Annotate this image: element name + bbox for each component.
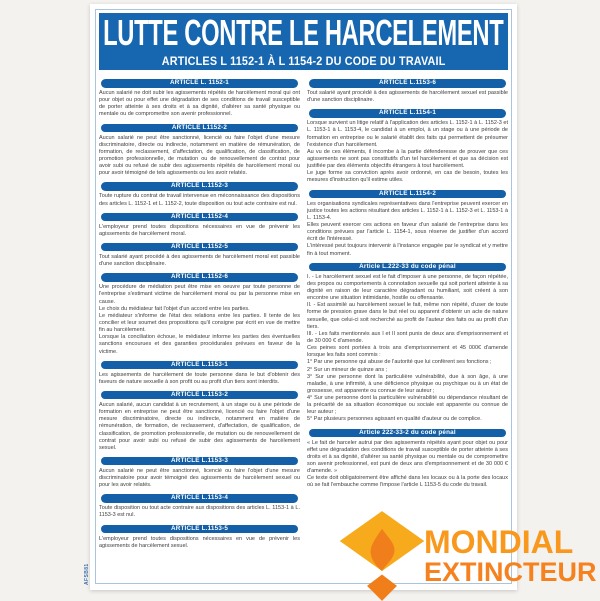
article-body bbox=[99, 402, 300, 452]
article-section-l1153-6 bbox=[307, 79, 508, 104]
article-body bbox=[307, 440, 508, 490]
article-paragraph: Les agissements de harcèlement de toute personne dans le but d'obtenir des faveurs de nature sexuelle à son profit ou au profit d'un tiers sont interdits. bbox=[99, 371, 300, 385]
article-paragraph: Ces peines sont portées à trois ans d'emprisonnement et 45 000€ d'amende lorsque les faits sont commis : bbox=[307, 345, 508, 359]
article-header: ARTICLE L.1153-4 bbox=[101, 494, 298, 503]
article-section-l1153-4 bbox=[99, 494, 300, 519]
article-paragraph: Toute rupture du contrat de travail intervenue en méconnaissance des dispositions des articles L. 1152-1 et L. 1152-2, toute disposition ou tout acte contraire est nul. bbox=[99, 193, 300, 207]
article-section-222-33-2 bbox=[307, 429, 508, 490]
article-paragraph: Une procédure de médiation peut être mise en oeuvre par toute personne de l'entreprise s'estimant victime de harcèlement moral ou par la personne mise en cause. bbox=[99, 284, 300, 305]
article-header: Article 222-33-2 du code pénal bbox=[309, 429, 506, 438]
article-header: ARTICLE L.1152-6 bbox=[101, 273, 298, 282]
article-body bbox=[307, 201, 508, 258]
article-paragraph: Ce texte doit obligatoirement être affiché dans les locaux ou à la porte des locaux où se fait l'embauche comme l'impose l'article L 1153-5 du code du travail. bbox=[307, 475, 508, 489]
article-header: ARTICLE L.1153-2 bbox=[101, 391, 298, 400]
article-body bbox=[307, 120, 508, 184]
article-header: ARTICLE L. 1152-1 bbox=[101, 79, 298, 88]
article-paragraph: Le médiateur s'informe de l'état des relations entre les parties. Il tente de les concilier et leur soumet des propositions qu'il consigne par écrit en vue de mettre fin au harcèlement. bbox=[99, 312, 300, 334]
article-paragraph: Aucun salarié ne peut être sanctionné, licencié ou faire l'objet d'une mesure discriminatoire, directe ou indirecte, notamment en matière de rémunération, de formation, de reclassement, d'affectation, de qualification, de classification, de promotion professionnelle, de mutation ou de renouvellement de contrat pour avoir subi ou refusé de subir des agissements répétés de harcèlement moral ou pour avoir témoigné de tels agissements ou les avoir relatés. bbox=[99, 134, 300, 177]
flame-icon bbox=[338, 511, 426, 601]
logo-line1: MONDIAL bbox=[424, 527, 574, 560]
article-body bbox=[99, 254, 300, 268]
article-paragraph: Le choix du médiateur fait l'objet d'un accord entre les parties. bbox=[99, 305, 250, 312]
article-section-222-33 bbox=[307, 263, 508, 424]
article-section-l1152-4 bbox=[99, 213, 300, 238]
article-header: ARTICLE L.1154-2 bbox=[309, 190, 506, 199]
article-section-l1153-3 bbox=[99, 457, 300, 489]
article-section-l1152-2 bbox=[99, 124, 300, 178]
article-header: ARTICLE L.1152-3 bbox=[101, 182, 298, 191]
article-paragraph: 1° Par une personne qui abuse de l'autorité que lui confèrent ses fonctions ; bbox=[307, 359, 492, 366]
article-body bbox=[99, 536, 300, 550]
article-body bbox=[307, 90, 508, 104]
article-header: ARTICLE L.1153-1 bbox=[101, 361, 298, 370]
article-header: ARTICLE L.1153-6 bbox=[309, 79, 506, 88]
article-paragraph: Toute disposition ou tout acte contraire aux dispositions des articles L. 1153-1 à L. 1153-3 est nul. bbox=[99, 505, 300, 519]
article-header: ARTICLE L.1152-4 bbox=[101, 213, 298, 222]
article-paragraph: Elles peuvent exercer ces actions en faveur d'un salarié de l'entreprise dans les conditions prévues par l'article L. 1154-1, sous réserve de justifier d'un accord écrit de l'intéressé. bbox=[307, 221, 508, 243]
article-header: ARTICLE L1152-2 bbox=[101, 124, 298, 133]
article-paragraph: II. - Est assimilé au harcèlement sexuel le fait, même non répété, d'user de toute forme de pression grave dans le but réel ou apparent d'obtenir un acte de nature sexuelle, que celui-ci soit recherché au profit de l'auteur des faits ou au profit d'un tiers. bbox=[307, 302, 508, 330]
article-body bbox=[99, 135, 300, 178]
article-body bbox=[99, 224, 300, 238]
article-paragraph: Aucun salarié ne doit subir les agissements répétés de harcèlement moral qui ont pour objet ou pour effet une dégradation de ses conditions de travail susceptible de porter atteinte à ses droits et à sa dignité, d'altérer sa santé physique ou mentale ou de compromettre son avenir professionnel. bbox=[99, 90, 300, 118]
article-paragraph: Aucun salarié, aucun candidat à un recrutement, à un stage ou à une période de formation en entreprise ne peut être sanctionné, licencié ou faire l'objet d'une mesure discriminatoire, directe ou indirecte, notamment en matière de rémunération, de formation, de reclassement, d'affectation, de qualification, de classification, de promotion professionnelle, de mutation ou de renouvellement de contrat pour avoir subi ou refusé de subir des agissements de harcèlement sexuel. bbox=[99, 401, 300, 451]
article-section-l1152-3 bbox=[99, 182, 300, 207]
article-header: ARTICLE L.1153-3 bbox=[101, 457, 298, 466]
article-section-l1152-1 bbox=[99, 79, 300, 119]
article-paragraph: Les organisations syndicales représentatives dans l'entreprise peuvent exercer en justice toutes les actions résultant des articles L. 1152-1 à L. 1152-3 et L. 1153-1 à L. 1153-4. bbox=[307, 200, 508, 221]
article-section-l1153-5 bbox=[99, 525, 300, 550]
poster-title: LUTTE CONTRE LE HARCELEMENT bbox=[103, 13, 504, 53]
article-section-l1154-1 bbox=[307, 109, 508, 184]
article-body bbox=[99, 505, 300, 519]
article-paragraph: « Le fait de harceler autrui par des agissements répétés ayant pour objet ou pour effet une dégradation des conditions de travail susceptible de porter atteinte à ses droits et à sa dignité, d'altérer sa santé physique ou mentale ou de compromettre son avenir professionnel, est puni de deux ans d'emprisonnement et de 30 000 € d'amende. » bbox=[307, 439, 508, 475]
poster-sheet bbox=[90, 4, 517, 590]
mondial-extincteur-logo bbox=[330, 505, 600, 600]
article-section-l1154-2 bbox=[307, 190, 508, 258]
article-paragraph: 2° Sur un mineur de quinze ans ; bbox=[307, 366, 388, 373]
article-section-l1153-1 bbox=[99, 361, 300, 386]
article-header: ARTICLE L.1152-5 bbox=[101, 243, 298, 252]
article-paragraph: Lorsque la conciliation échoue, le médiateur informe les parties des éventuelles sanctions encourues et des garanties procédurales prévues en faveur de la victime. bbox=[99, 334, 300, 355]
left-column bbox=[99, 74, 300, 582]
article-paragraph: Aucun salarié ne peut être sanctionné, licencié ou faire l'objet d'une mesure discriminatoire pour avoir témoigné des agissements de harcèlement sexuel ou pour les avoir relatés. bbox=[99, 467, 300, 489]
article-body bbox=[99, 193, 300, 207]
article-paragraph: Au vu de ces éléments, il incombe à la partie défenderesse de prouver que ces agissements ne sont pas constitutifs d'un tel harcèlement et que sa décision est justifiée par des éléments objectifs étrangers à tout harcèlement. bbox=[307, 148, 508, 170]
article-section-l1152-6 bbox=[99, 273, 300, 355]
article-paragraph: 3° Sur une personne dont la particulière vulnérabilité, due à son âge, à une maladie, à une infirmité, à une déficience physique ou psychique ou à un état de grossesse, est apparente ou connue de leur auteur ; bbox=[307, 373, 508, 394]
article-body bbox=[307, 274, 508, 424]
article-header: ARTICLE L.1154-1 bbox=[309, 109, 506, 118]
article-paragraph: L'intéressé peut toujours intervenir à l'instance engagée par le syndicat et y mettre fin à tout moment. bbox=[307, 243, 508, 257]
article-body bbox=[99, 284, 300, 355]
article-paragraph: 5° Par plusieurs personnes agissant en qualité d'auteur ou de complice. bbox=[307, 416, 482, 423]
article-paragraph: Le juge forme sa conviction après avoir ordonné, en cas de besoin, toutes les mesures d'instruction qu'il estime utiles. bbox=[307, 170, 508, 184]
article-paragraph: L'employeur prend toutes dispositions nécessaires en vue de prévenir les agissements de harcèlement moral. bbox=[99, 223, 300, 237]
article-body bbox=[99, 468, 300, 489]
article-header: ARTICLE L.1153-5 bbox=[101, 525, 298, 534]
article-paragraph: III. - Les faits mentionnés aux I et II sont punis de deux ans d'emprisonnement et de 30 000 € d'amende. bbox=[307, 330, 508, 344]
article-paragraph: 4° Sur une personne dont la particulière vulnérabilité ou dépendance résultant de la précarité de sa situation économique ou sociale est apparente ou connue de leur auteur ; bbox=[307, 395, 508, 416]
poster-banner bbox=[99, 13, 508, 70]
article-header: Article L.222-33 du code pénal bbox=[309, 263, 506, 272]
article-paragraph: L'employeur prend toutes dispositions nécessaires en vue de prévenir les agissements de harcèlement sexuel. bbox=[99, 535, 300, 549]
article-section-l1153-2 bbox=[99, 391, 300, 452]
logo-line2: EXTINCTEUR bbox=[424, 557, 597, 587]
article-paragraph: Lorsque survient un litige relatif à l'application des articles L. 1152-1 à L. 1152-3 et L. 1153-1 à L. 1153-4, le candidat à un emploi, à un stage ou à une période de formation en entreprise ou le salarié établit des faits qui permettent de présumer l'existence d'un harcèlement. bbox=[307, 120, 508, 148]
article-section-l1152-5 bbox=[99, 243, 300, 268]
article-body bbox=[99, 90, 300, 119]
article-paragraph: Tout salarié ayant procédé à des agissements de harcèlement moral est passible d'une sanction disciplinaire. bbox=[99, 253, 300, 268]
logo-wordmark bbox=[424, 527, 600, 586]
article-body bbox=[99, 372, 300, 386]
reference-code: AFSB81 bbox=[84, 563, 90, 585]
poster-subtitle: ARTICLES L 1152-1 À L 1154-2 DU CODE DU TRAVAIL bbox=[161, 54, 446, 68]
article-paragraph: Tout salarié ayant procédé à des agissements de harcèlement sexuel est passible d'une sanction disciplinaire. bbox=[307, 90, 508, 104]
article-paragraph: I. - Le harcèlement sexuel est le fait d'imposer à une personne, de façon répétée, des propos ou comportements à connotation sexuelle qui soit portent atteinte à sa dignité en raison de leur caractère dégradant ou humiliant, soit créent à son encontre une situation intimidante, hostile ou offensante. bbox=[307, 273, 508, 302]
